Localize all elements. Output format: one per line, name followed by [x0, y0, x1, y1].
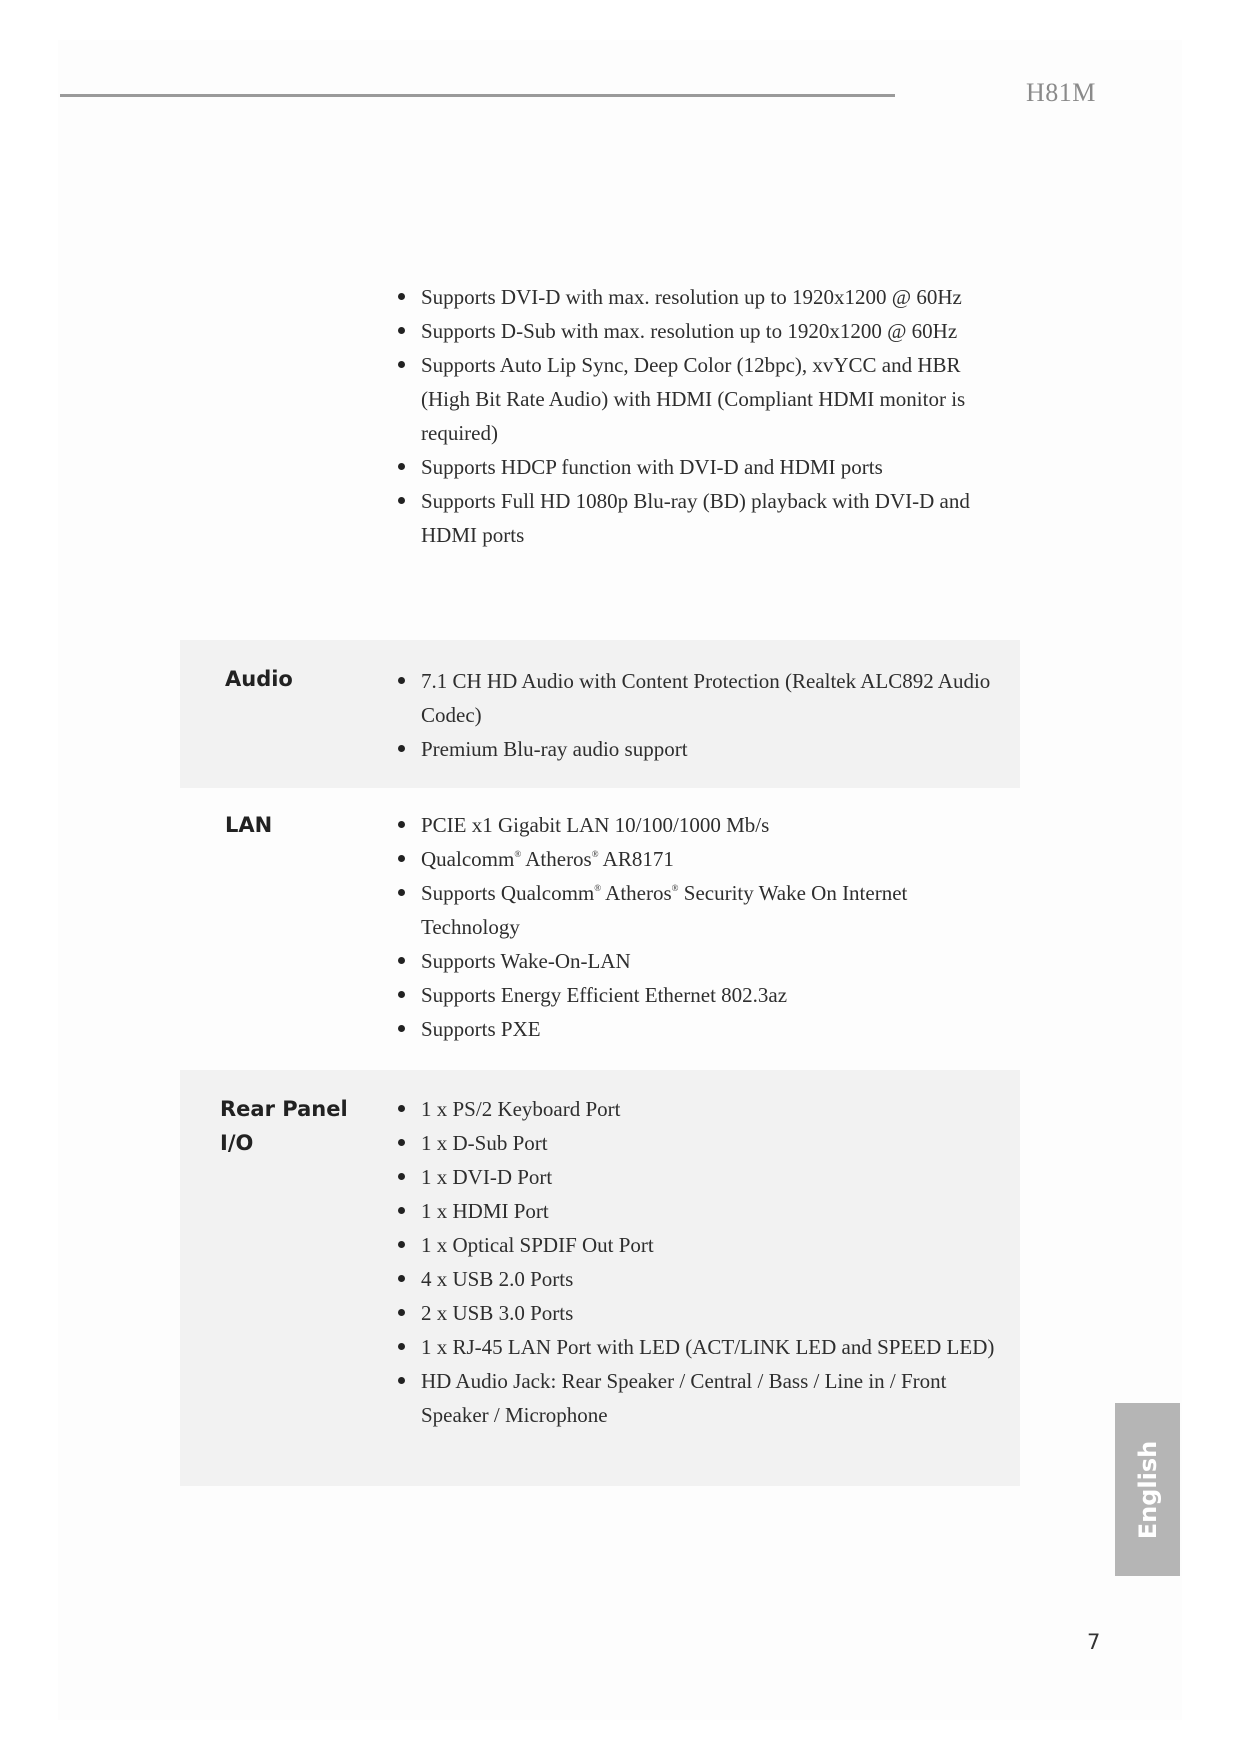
model-name: H81M: [1026, 78, 1096, 107]
list-item: 1 x PS/2 Keyboard Port: [421, 1092, 1001, 1126]
list-item: Supports D-Sub with max. resolution up to 1920x1200 @ 60Hz: [421, 314, 1001, 348]
list-item: 1 x RJ-45 LAN Port with LED (ACT/LINK LED and SPEED LED): [421, 1330, 1001, 1364]
lan-item2-b: Atheros: [521, 847, 592, 871]
lan-item3-c: Security Wake On Internet Technology: [421, 881, 908, 939]
header-rule: [60, 94, 895, 97]
rear-panel-section: [180, 1070, 1020, 1486]
section-label-lan: LAN: [225, 813, 273, 837]
section-label-rear-panel: Rear Panel I/O: [220, 1097, 348, 1155]
list-item: Supports Full HD 1080p Blu-ray (BD) playback with DVI-D and HDMI ports: [421, 484, 1001, 552]
list-item: [421, 876, 1001, 944]
language-tab-label: English: [1133, 1440, 1162, 1539]
lan-section: [180, 788, 1020, 1070]
list-item: 1 x Optical SPDIF Out Port: [421, 1228, 1001, 1262]
list-item: PCIE x1 Gigabit LAN 10/100/1000 Mb/s: [421, 808, 1001, 842]
list-item: Supports HDCP function with DVI-D and HDMI ports: [421, 450, 1001, 484]
registered-mark: ®: [594, 883, 602, 893]
list-item: [421, 842, 1001, 876]
lan-item2-a: Qualcomm: [421, 847, 515, 871]
list-item: 7.1 CH HD Audio with Content Protection (Realtek ALC892 Audio Codec): [421, 664, 1001, 732]
list-item: Supports Auto Lip Sync, Deep Color (12bpc), xvYCC and HBR (High Bit Rate Audio) with HDMI (Compliant HDMI monitor is required): [421, 348, 1001, 450]
registered-mark: ®: [514, 849, 522, 859]
graphics-list: [421, 280, 1001, 552]
lan-item3-b: Atheros: [601, 881, 672, 905]
language-tab: [1115, 1403, 1180, 1576]
list-item: Supports DVI-D with max. resolution up to 1920x1200 @ 60Hz: [421, 280, 1001, 314]
list-item: HD Audio Jack: Rear Speaker / Central / Bass / Line in / Front Speaker / Microphone: [421, 1364, 1001, 1432]
audio-section: [180, 640, 1020, 788]
lan-list: [421, 808, 1001, 1046]
rear-panel-list: [421, 1092, 1001, 1432]
registered-mark: ®: [591, 849, 599, 859]
list-item: Supports Wake-On-LAN: [421, 944, 1001, 978]
list-item: 2 x USB 3.0 Ports: [421, 1296, 1001, 1330]
lan-item2-c: AR8171: [598, 847, 674, 871]
list-item: 1 x HDMI Port: [421, 1194, 1001, 1228]
list-item: 1 x DVI-D Port: [421, 1160, 1001, 1194]
list-item: 4 x USB 2.0 Ports: [421, 1262, 1001, 1296]
list-item: Premium Blu-ray audio support: [421, 732, 1001, 766]
lan-item3-a: Supports Qualcomm: [421, 881, 595, 905]
graphics-section: [180, 280, 1020, 620]
audio-list: [421, 664, 1001, 766]
page-number: 7: [1087, 1630, 1101, 1654]
list-item: Supports PXE: [421, 1012, 1001, 1046]
registered-mark: ®: [671, 883, 679, 893]
list-item: Supports Energy Efficient Ethernet 802.3az: [421, 978, 1001, 1012]
section-label-audio: Audio: [225, 667, 293, 691]
list-item: 1 x D-Sub Port: [421, 1126, 1001, 1160]
